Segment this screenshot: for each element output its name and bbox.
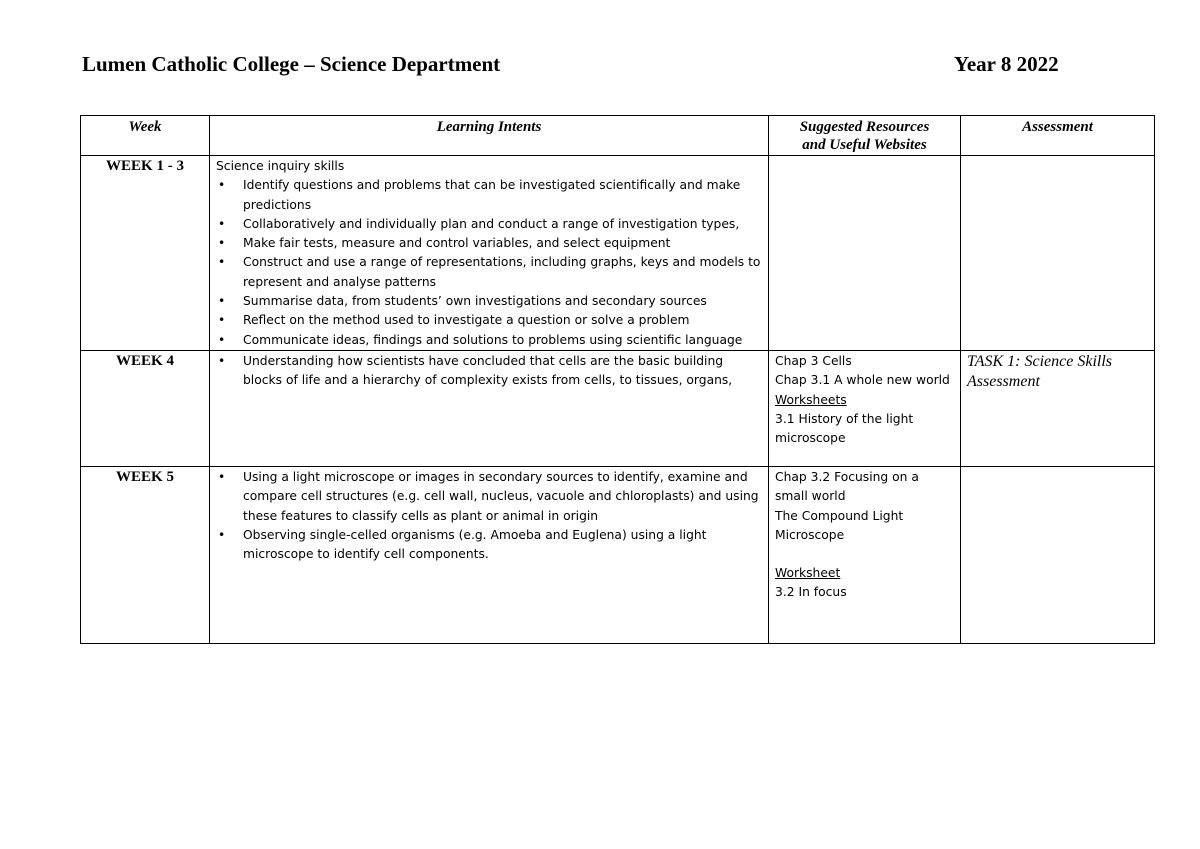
list-item-text: Identify questions and problems that can be investigated scientifically and make predictions: [243, 178, 741, 212]
list-item-text: Reflect on the method used to investigate a question or solve a problem: [243, 313, 690, 328]
learning-intents-heading: Science inquiry skills: [216, 159, 345, 173]
list-item-text: Using a light microscope or images in secondary sources to identify, examine and compare cell structures (e.g. cell wall, nucleus, vacuole and chloroplasts) and using these features to classify cells as plant or animal in origin: [243, 469, 759, 523]
list-item: [216, 215, 762, 234]
list-item-text: Collaboratively and individually plan and conduct a range of investigation types,: [243, 216, 740, 231]
table-header-row: [81, 116, 1155, 156]
list-item: [216, 352, 762, 391]
document-year: Year 8 2022: [954, 52, 1059, 76]
list-item-text: Construct and use a range of representations, including graphs, keys and models to represent and analyse patterns: [243, 255, 761, 289]
list-item: [216, 526, 762, 565]
bullet-icon: •: [218, 469, 226, 484]
list-item: [216, 311, 762, 330]
list-item-text: Communicate ideas, findings and solutions to problems using scientific language: [243, 332, 743, 347]
resource-item: 3.2 In focus: [775, 585, 847, 600]
list-item: [216, 253, 762, 292]
resource-item: Chap 3.2 Focusing on a small world: [775, 469, 919, 504]
column-header-learning-intents: Learning Intents: [210, 116, 769, 156]
bullet-icon: •: [218, 255, 226, 270]
learning-intents-cell: [210, 466, 769, 643]
learning-intents-list: [216, 352, 762, 391]
resource-section-label: Worksheet: [775, 566, 841, 581]
bullet-icon: •: [218, 313, 226, 328]
column-header-week: Week: [81, 116, 210, 156]
column-header-assessment: Assessment: [961, 116, 1155, 156]
column-header-resources: Suggested Resources and Useful Websites: [769, 116, 961, 156]
list-item: [216, 331, 762, 350]
bullet-icon: •: [218, 353, 226, 368]
learning-intents-list: [216, 468, 762, 564]
list-item: [216, 176, 762, 215]
resource-spacer: [775, 545, 954, 564]
assessment-cell: [961, 156, 1155, 351]
assessment-cell: [961, 466, 1155, 643]
bullet-icon: •: [218, 294, 226, 309]
week-cell: WEEK 4: [81, 350, 210, 466]
resources-cell: [769, 156, 961, 351]
learning-intents-list: [216, 176, 762, 350]
bullet-icon: •: [218, 236, 226, 251]
resource-item: Chap 3.1 A whole new world: [775, 373, 950, 388]
list-item-text: Understanding how scientists have concluded that cells are the basic building blocks of life and a hierarchy of complexity exists from cells, to tissues, organs,: [243, 353, 733, 388]
list-item: [216, 468, 762, 526]
program-table: [80, 115, 1155, 644]
list-item-text: Make fair tests, measure and control variables, and select equipment: [243, 236, 671, 251]
assessment-cell: TASK 1: Science Skills Assessment: [961, 350, 1155, 466]
document-title: Lumen Catholic College – Science Department: [82, 52, 501, 76]
list-item-text: Summarise data, from students’ own investigations and secondary sources: [243, 294, 707, 309]
learning-intents-cell: [210, 156, 769, 351]
bullet-icon: •: [218, 332, 226, 347]
resource-item: The Compound Light Microscope: [775, 508, 904, 542]
bullet-icon: •: [218, 178, 226, 193]
resource-item: Chap 3 Cells: [775, 353, 852, 368]
week-cell: WEEK 1 - 3: [81, 156, 210, 351]
resources-cell: [769, 350, 961, 466]
table-row: [81, 156, 1155, 351]
table-row: [81, 466, 1155, 643]
resources-cell: [769, 466, 961, 643]
list-item-text: Observing single-celled organisms (e.g. Amoeba and Euglena) using a light microscope to identify cell components.: [243, 527, 707, 562]
list-item: [216, 292, 762, 311]
bullet-icon: •: [218, 216, 226, 231]
table-body: [81, 156, 1155, 644]
resource-section-label: Worksheets: [775, 392, 847, 407]
resource-item: 3.1 History of the light microscope: [775, 411, 914, 446]
list-item: [216, 234, 762, 253]
week-cell: WEEK 5: [81, 466, 210, 643]
table-row: [81, 350, 1155, 466]
learning-intents-cell: [210, 350, 769, 466]
bullet-icon: •: [218, 527, 226, 542]
